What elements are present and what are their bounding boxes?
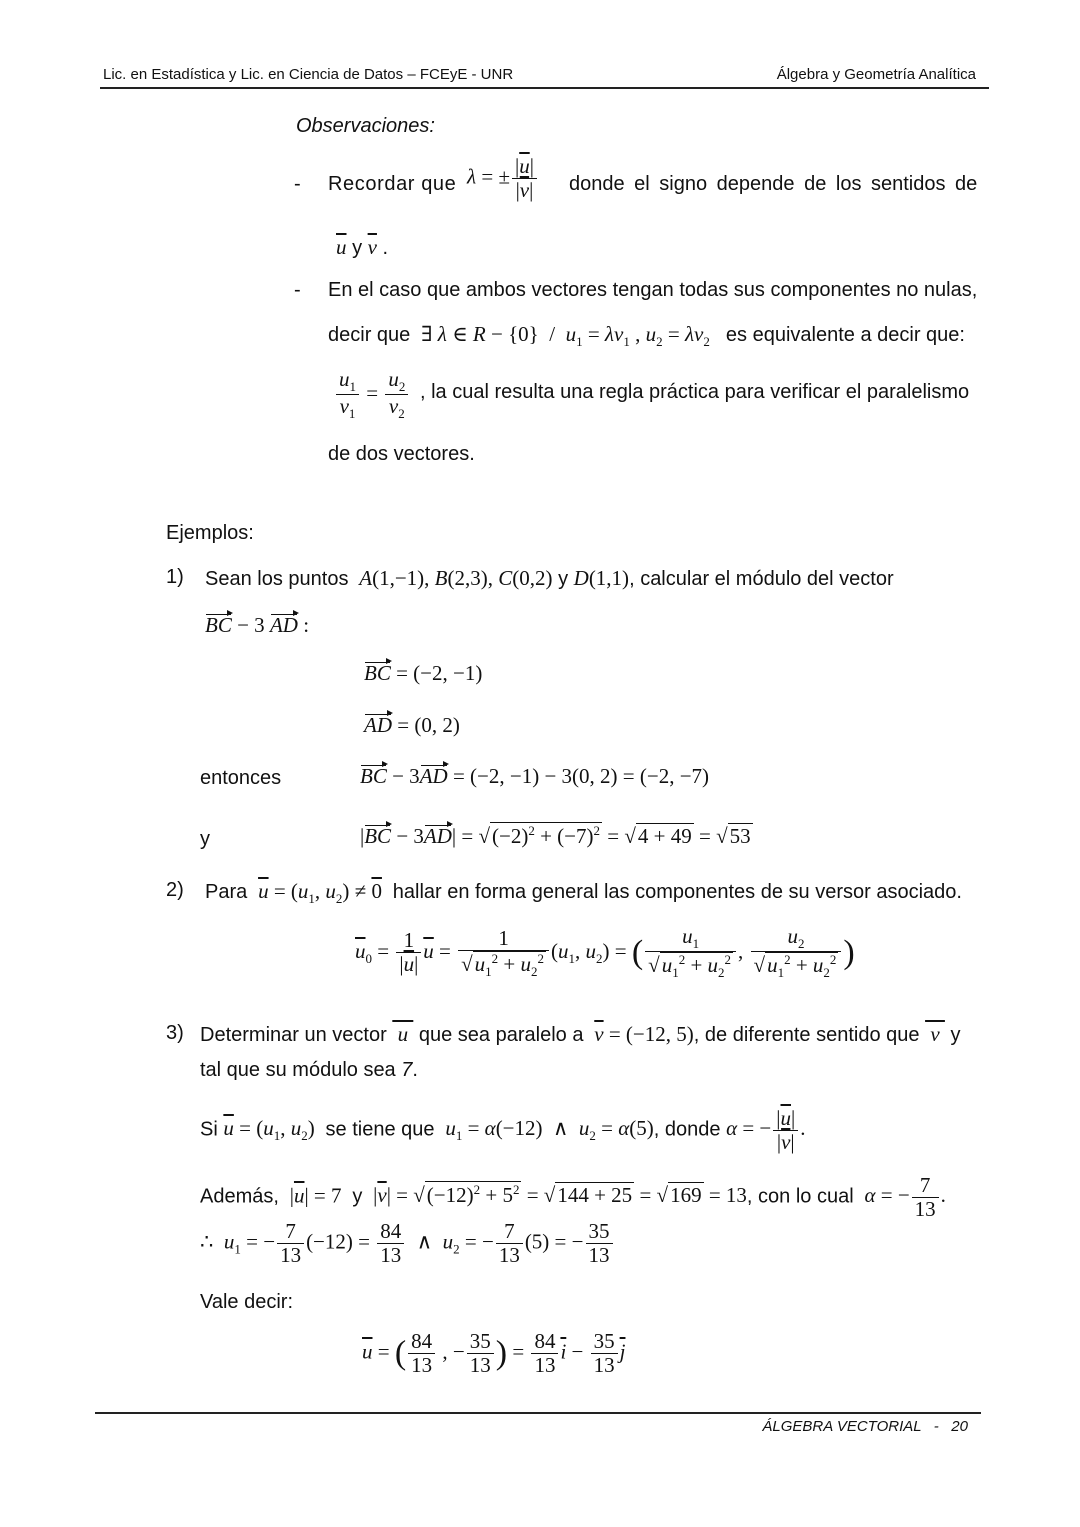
example-3-number: 3) [166,1022,184,1044]
final-vector-equation: $\overline{u}$ = ( $\frac{84}{13}$ , − $\frac{35}{13}$ ) = $\frac{84}{13}$ $\overline{i}$ − $\frac{35}{13}$ $\overline{j}$ [362,1329,626,1378]
modulus-equation: $|BC - 3AD| = √(-2)^2 + (-7)^2 = √4 + 49 = √53$ [360,823,751,848]
footer-text: ÁLGEBRA VECTORIAL - 20 [762,1418,968,1435]
versor-equation: $\overline{u}_0$ = $\frac{1}{|\overline{u}|}$ $\overline{u}$ = $\frac{1}{√u_1^2 + u_2^2}$ ($u_1$, $u_2$) = ( $\frac{u_1}{√u_1^2 + u_2^2}$ , $\frac{u_2}{√u_1^2 + u_2^2}$ ) [355,924,855,981]
obs1-vectors: $\overline{u}$ y $\overline{v}$ . [336,235,389,259]
obs2-text-d: , la cual resulta una regla práctica para verificar el paralelismo [420,381,970,403]
vale-decir: Vale decir: [200,1291,294,1313]
example-1-number: 1) [166,566,184,588]
example-3-statement-2: tal que su módulo sea 7. [200,1059,418,1081]
example-2-statement: Para $\overline{u} = (u_1$, $u_2) \ne 0$ hallar en forma general las componentes de su versor asociado. [205,879,962,907]
example-3-si-line: Si $\overline{u} = (u_1$, $u_2$) se tiene que $u_1 = \alpha(-12)$ ∧ $u_2 = \alpha(5)$, donde α = − $\frac{|\overline{u}|}{|\overline{v}|}$ . [200,1106,806,1155]
bullet-dash: - [294,279,301,301]
obs2-text-e: de dos vectores. [328,443,475,465]
example-1-vector: BC − 3 AD : [205,613,310,637]
obs2-text-a: En el caso que ambos vectores tengan todas sus componentes no nulas, [328,279,978,301]
header-left: Lic. en Estadística y Lic. en Ciencia de Datos – FCEyE - UNR [103,66,514,83]
header-rule [100,87,989,89]
ad-equation: AD = (0, 2) [364,713,460,737]
difference-equation: BC − 3AD = (−2, −1) − 3(0, 2) = (−2, −7) [360,764,710,788]
components-equation: ∴ $u_1$ = − $\frac{7}{13}$ (−12) = $\frac{84}{13}$ ∧ $u_2$ = − $\frac{7}{13}$ (5) = − $\frac{35}{13}$ [200,1220,615,1267]
footer-rule [95,1412,981,1414]
lambda-formula: λ = ± $\frac{|\overline{u}|}{|\overline{v}|}$ [467,155,539,202]
bc-equation: BC = (−2, −1) [364,661,483,685]
obs2-line2: decir que ∃ λ ∈ $R - \{0\} / u_1 = \lambda v_1$ , $u_2 = \lambda v_2$ es equivalente a decir que: [328,322,965,350]
example-1-statement: Sean los puntos A(1,−1), B(2,3), C(0,2) y D(1,1), calcular el módulo del vector [205,566,894,590]
ratio-formula: $\frac{u_1}{v_1}$ = $\frac{u_2}{v_2}$ [334,368,410,422]
example-2-number: 2) [166,879,184,901]
example-3-statement: Determinar un vector u que sea paralelo a $\overline{v} = (-12$, 5), de diferente sentido que v y [200,1022,961,1046]
y-label: y [200,828,210,850]
entonces-label: entonces [200,767,282,789]
header-right: Álgebra y Geometría Analítica [776,66,976,83]
example-3-ademas-line: Además, $|\overline{u}| = 7$ y $|\overline{v}| = √(-12)^2 + 5^2 = √144 + 25 = √169 = 13$, con lo cual α = − $\frac{7}{13}$ . [200,1173,946,1222]
obs1-text-a: Recordar que [328,173,457,195]
ejemplos-title: Ejemplos: [166,522,254,544]
obs1-text-b: donde el signo depende de los sentidos de [569,173,978,195]
bullet-dash: - [294,173,301,195]
observaciones-title: Observaciones: [296,115,435,137]
